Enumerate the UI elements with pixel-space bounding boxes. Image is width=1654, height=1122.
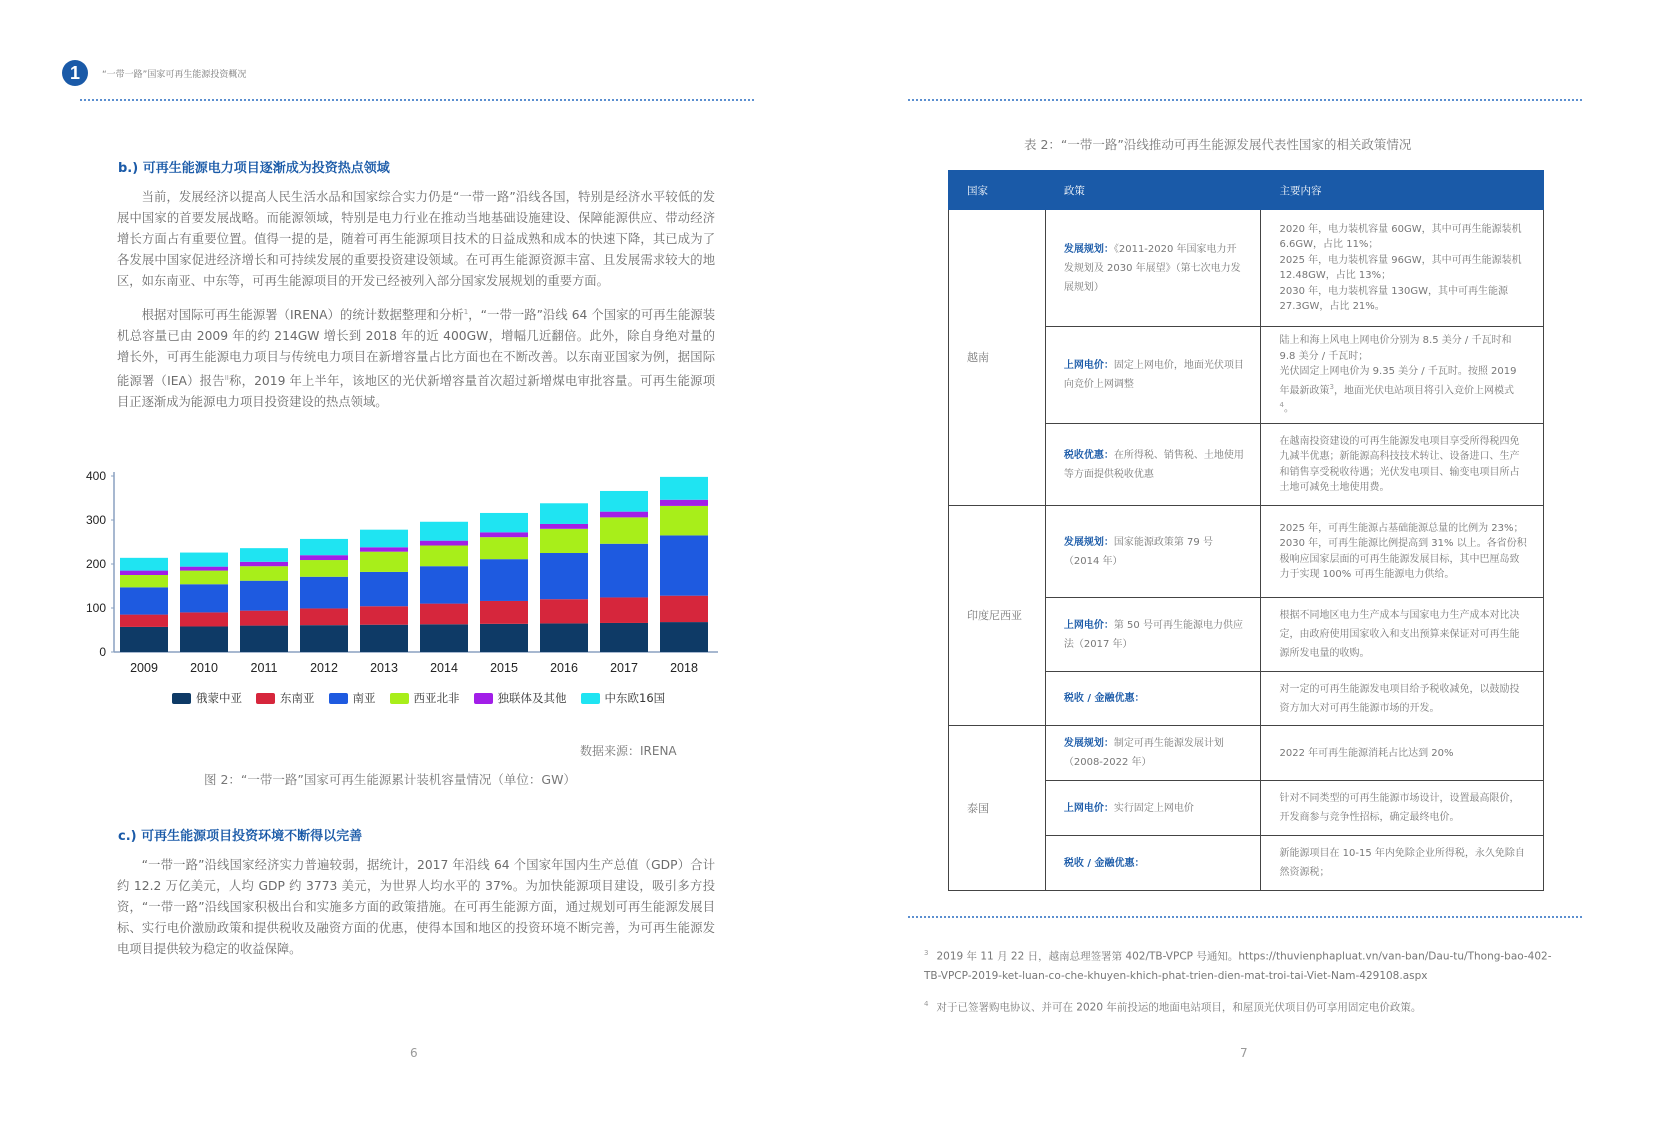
legend-swatch (581, 693, 600, 704)
bar-segment (600, 597, 648, 623)
bar-segment (120, 575, 168, 587)
bar-segment (420, 566, 468, 603)
bar-segment (300, 625, 348, 652)
y-tick-label: 400 (85, 469, 106, 483)
figure-source: 数据来源：IRENA (580, 744, 677, 758)
legend-label: 中东欧16国 (604, 691, 666, 705)
bar-segment (420, 604, 468, 625)
bar-segment (180, 626, 228, 652)
bar-segment (360, 572, 408, 606)
bar-segment (120, 558, 168, 571)
table-row (949, 210, 1544, 327)
content-cell: 针对不同类型的可再生能源市场设计，设置最高限价，开发商参与竞争性招标，确定最终电价。 (1261, 781, 1544, 836)
section-b-paragraph-2: 根据对国际可再生能源署（IRENA）的统计数据整理和分析$^1$，“一带一路”沿线 64 个国家的可再生能源装机总容量已由 2009 年的约 214GW 增长到 2018 年的近 400GW，增幅几近翻倍。此外，除自身绝对量的增长外，可再生能源电力项目与传统电力项目在新增容量占比方面也在不断改善。以东南亚国家为例，据国际能源署（IEA）报告$^{II}$称，2019 年上半年，该地区的光伏新增容量首次超过新增煤电审批容量。可再生能源项目正逐渐成为能源电力项目投资建设的热点领域。 (117, 308, 715, 410)
legend-swatch (256, 693, 275, 704)
legend-label: 东南亚 (280, 691, 315, 705)
content-cell: 新能源项目在 10-15 年内免除企业所得税，永久免除自然资源税； (1261, 836, 1544, 891)
country-indonesia: 印度尼西亚 (949, 506, 1046, 726)
legend-entry (172, 690, 242, 706)
legend-swatch (474, 693, 493, 704)
section-b-paragraph-1: 当前，发展经济以提高人民生活水品和国家综合实力仍是“一带一路”沿线各国，特别是经济水平较低的发展中国家的首要发展战略。而能源领域，特别是电力行业在推动当地基础设施建设、保障能源供应、带动经济增长方面占有重要位置。值得一提的是，随着可再生能源项目技术的日益成熟和成本的快速下降，其已成为了各发展中国家促进经济增长和可持续发展的重要投资建设领域。在可再生能源资源丰富、且发展需求较大的地区，如东南亚、中东等，可再生能源项目的开发已经被列入部分国家发展规划的重要方面。 (117, 190, 715, 288)
bar-segment (540, 524, 588, 529)
policy-cell: 税收 / 金融优惠： (1045, 836, 1261, 891)
content-cell: 根据不同地区电力生产成本与国家电力生产成本对比决定，由政府使用国家收入和支出预算来保证对可再生能源所发电量的收购。 (1261, 598, 1544, 672)
bar-segment (120, 571, 168, 575)
chart-legend (172, 690, 665, 706)
bar-segment (600, 544, 648, 598)
bar-segment (360, 547, 408, 551)
bar-segment (360, 606, 408, 624)
table-caption: 表 2：“一带一路”沿线推动可再生能源发展代表性国家的相关政策情况 (1024, 137, 1412, 152)
bar-segment (540, 503, 588, 524)
bar-segment (300, 577, 348, 609)
legend-label: 西亚北非 (413, 691, 460, 705)
bar-segment (300, 608, 348, 625)
figure-caption: 图 2：“一带一路”国家可再生能源累计装机容量情况（单位：GW） (204, 772, 576, 787)
content-cell: 2022 年可再生能源消耗占比达到 20% (1261, 726, 1544, 781)
policy-cell: 税收优惠：在所得税、销售税、土地使用等方面提供税收优惠 (1045, 424, 1261, 506)
bar-segment (120, 627, 168, 652)
legend-entry (256, 690, 315, 706)
legend-swatch (329, 693, 348, 704)
bar-segment (600, 491, 648, 512)
section-b-body (117, 187, 715, 423)
bar-segment (540, 529, 588, 553)
bar-segment (540, 623, 588, 652)
policy-cell: 上网电价：实行固定上网电价 (1045, 781, 1261, 836)
x-tick-label: 2013 (370, 661, 398, 675)
section-c-body (117, 855, 715, 970)
left-header-divider (80, 99, 754, 101)
installed-capacity-chart (84, 468, 724, 680)
section-b-title: b.) 可再生能源电力项目逐渐成为投资热点领域 (118, 161, 390, 176)
chapter-badge: 1 (62, 60, 88, 86)
y-tick-label: 300 (85, 513, 106, 527)
legend-label: 俄蒙中亚 (196, 691, 242, 705)
y-tick-label: 100 (85, 601, 106, 615)
content-cell: 在越南投资建设的可再生能源发电项目享受所得税四免九减半优惠；新能源高科技技术转让、设备进口、生产和销售享受税收待遇；光伏发电项目、输变电项目所占土地可减免土地使用费。 (1261, 424, 1544, 506)
bar-segment (180, 571, 228, 585)
bar-segment (600, 517, 648, 543)
bar-segment (600, 512, 648, 518)
header-content: 主要内容 (1261, 171, 1544, 210)
content-cell: 对一定的可再生能源发电项目给予税收减免，以鼓励投资方加大对可再生能源市场的开发。 (1261, 672, 1544, 726)
bar-segment (360, 625, 408, 652)
x-tick-label: 2011 (250, 661, 278, 675)
legend-swatch (390, 693, 409, 704)
table-row (949, 726, 1544, 781)
legend-entry (581, 690, 666, 706)
bar-segment (240, 566, 288, 581)
bar-segment (540, 599, 588, 623)
x-tick-label: 2014 (430, 661, 458, 675)
section-c-paragraph-1: “一带一路”沿线国家经济实力普遍较弱，据统计，2017 年沿线 64 个国家年国内生产总值（GDP）合计约 12.2 万亿美元，人均 GDP 约 3773 美元，为世界人均水平的 37%。为加快能源项目建设，吸引多方投资，“一带一路”沿线国家积极出台和实施多方面的政策措施。在可再生能源方面，通过规划可再生能源发展目标、实行电价激励政策和提供税收及融资方面的优惠，使得本国和地区的投资环境不断完善，为可再生能源发电项目提供较为稳定的收益保障。 (117, 858, 715, 956)
bar-segment (660, 500, 708, 506)
bar-segment (420, 522, 468, 541)
bar-segment (480, 601, 528, 624)
policy-cell: 发展规划：国家能源政策第 79 号（2014 年） (1045, 506, 1261, 598)
bar-segment (660, 596, 708, 622)
bar-segment (660, 477, 708, 500)
footnote-divider (908, 916, 1582, 918)
bar-segment (240, 611, 288, 626)
bar-segment (180, 567, 228, 571)
x-tick-label: 2015 (490, 661, 518, 675)
bar-segment (180, 584, 228, 612)
legend-entry (474, 690, 567, 706)
bar-segment (480, 624, 528, 652)
bar-segment (660, 506, 708, 535)
bar-segment (660, 535, 708, 595)
x-tick-label: 2017 (610, 661, 638, 675)
running-title: “一带一路”国家可再生能源投资概况 (102, 70, 247, 80)
policy-cell: 发展规划：制定可再生能源发展计划（2008-2022 年） (1045, 726, 1261, 781)
bar-segment (420, 624, 468, 652)
bar-segment (480, 532, 528, 537)
policy-table (948, 170, 1544, 891)
table-header-row (949, 171, 1544, 210)
bar-segment (420, 546, 468, 567)
content-cell: 2020 年，电力装机容量 60GW，其中可再生能源装机 6.6GW，占比 11%； 2025 年，电力装机容量 96GW，其中可再生能源装机 12.48GW，占比 13%； 2030 年，电力装机容量 130GW，其中可再生能源 27.3GW，占比 21%。 (1261, 210, 1544, 327)
legend-entry (329, 690, 376, 706)
bar-segment (240, 626, 288, 652)
bar-segment (300, 555, 348, 560)
bar-segment (300, 539, 348, 555)
x-tick-label: 2009 (130, 661, 158, 675)
right-page-number: 7 (1240, 1046, 1248, 1060)
bar-segment (300, 560, 348, 577)
bar-segment (480, 559, 528, 601)
header-country: 国家 (949, 171, 1046, 210)
x-tick-label: 2010 (190, 661, 218, 675)
country-vietnam: 越南 (949, 210, 1046, 506)
footnote-3: $^3$ 2019 年 11 月 22 日，越南总理签署第 402/TB-VPCP 号通知。https://thuvienphapluat.vn/van-ban/Dau-tu/Thong-bao-402-TB-VPCP-2019-ket-luan-co-che-khuyen-khich-phat-trien-dien-mat-troi-tai-Viet-Nam-429108.aspx (924, 949, 1552, 982)
bar-segment (540, 553, 588, 599)
y-tick-label: 200 (85, 557, 106, 571)
bar-segment (180, 612, 228, 626)
x-tick-label: 2012 (310, 661, 338, 675)
legend-label: 南亚 (352, 691, 376, 705)
bar-segment (120, 615, 168, 627)
policy-cell: 发展规划：《2011-2020 年国家电力开发规划及 2030 年展望》（第七次电力发展规划） (1045, 210, 1261, 327)
x-tick-label: 2018 (670, 661, 698, 675)
bar-segment (480, 537, 528, 559)
footnote-4: $^4$ 对于已签署购电协议、并可在 2020 年前投运的地面电站项目，和屋顶光伏项目仍可享用固定电价政策。 (924, 1000, 1422, 1014)
policy-cell: 税收 / 金融优惠： (1045, 672, 1261, 726)
bar-segment (600, 623, 648, 652)
legend-label: 独联体及其他 (497, 691, 567, 705)
section-c-title: c.) 可再生能源项目投资环境不断得以完善 (118, 829, 363, 844)
bar-segment (180, 553, 228, 567)
bar-segment (420, 541, 468, 546)
bar-segment (660, 622, 708, 652)
bar-segment (240, 562, 288, 566)
left-page-number: 6 (410, 1046, 418, 1060)
y-tick-label: 0 (99, 645, 106, 659)
bar-segment (360, 530, 408, 548)
country-thailand: 泰国 (949, 726, 1046, 891)
content-cell: 陆上和海上风电上网电价分别为 8.5 美分 / 千瓦时和 9.8 美分 / 千瓦时； 光伏固定上网电价为 9.35 美分 / 千瓦时。按照 2019 年最新政策$^3$，地面光伏电站项目将引入竞价上网模式$^4$。 (1261, 327, 1544, 424)
bar-segment (240, 581, 288, 611)
legend-entry (390, 690, 460, 706)
header-policy: 政策 (1045, 171, 1261, 210)
bar-segment (120, 587, 168, 614)
policy-cell: 上网电价：固定上网电价，地面光伏项目向竞价上网调整 (1045, 327, 1261, 424)
table-row (949, 506, 1544, 598)
bar-segment (240, 548, 288, 562)
legend-swatch (172, 693, 191, 704)
policy-cell: 上网电价：第 50 号可再生能源电力供应法（2017 年） (1045, 598, 1261, 672)
bar-segment (480, 513, 528, 532)
bar-segment (360, 552, 408, 572)
right-header-divider (908, 99, 1582, 101)
x-tick-label: 2016 (550, 661, 578, 675)
content-cell: 2025 年，可再生能源占基础能源总量的比例为 23%；2030 年，可再生能源比例提高到 31% 以上。各省份积极响应国家层面的可再生能源发展目标，其中巴厘岛致力于实现 100% 可再生能源电力供给。 (1261, 506, 1544, 598)
